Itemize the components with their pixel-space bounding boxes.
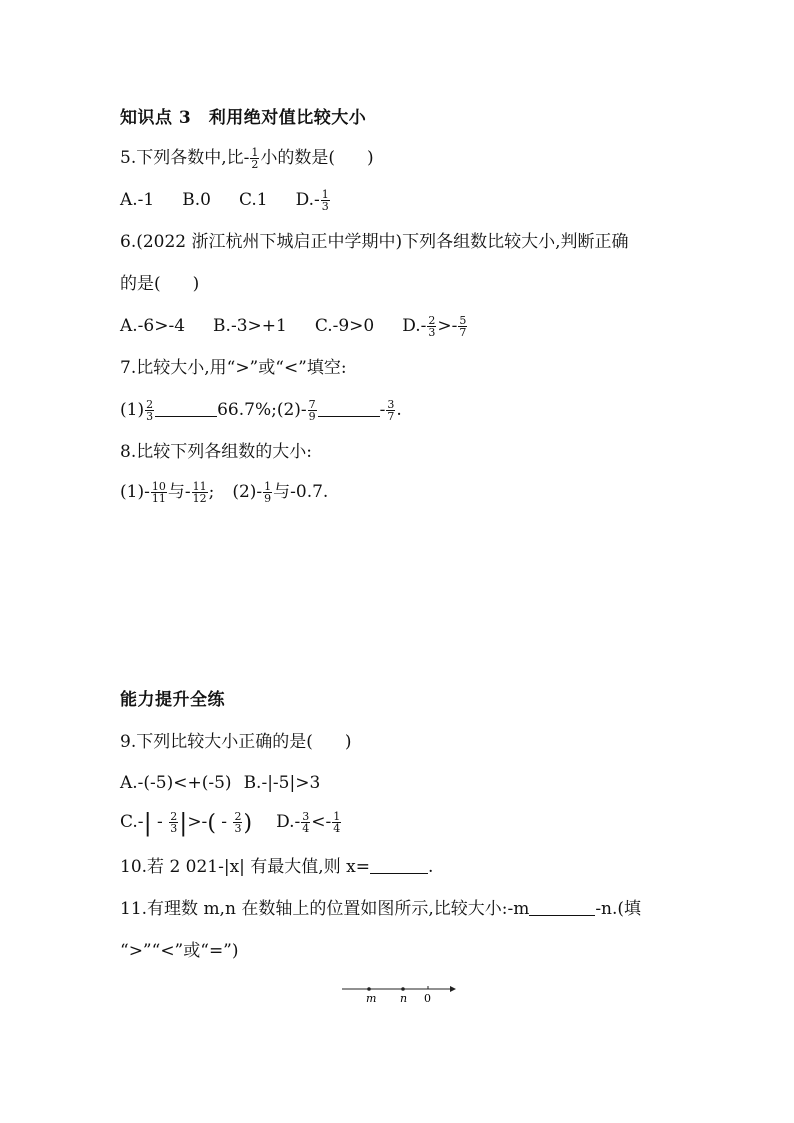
- label-n: n: [400, 992, 408, 1005]
- q8-p1-f2-den: 12: [192, 492, 207, 505]
- q7-part2-fraction-1: [308, 399, 317, 422]
- q9-d-f1-num: 3: [302, 810, 310, 823]
- q5-fraction: [250, 147, 259, 170]
- q11-stem-text-2: -n.(填: [595, 899, 642, 919]
- q8-part2-label: (2)-: [232, 482, 263, 502]
- section-heading-knowledge-point-3: 知识点 3 利用绝对值比较大小: [120, 108, 367, 128]
- q6-stem-close: ): [192, 274, 200, 294]
- q9-stem-text: 9.下列比较大小正确的是(: [120, 732, 313, 752]
- question-9-stem: [120, 730, 352, 754]
- q10-answer-blank[interactable]: [370, 872, 428, 874]
- q8-part1-fraction-1: [151, 481, 167, 504]
- q8-part1-label: (1)-: [120, 482, 150, 502]
- question-11-line1: [120, 897, 641, 921]
- q5-option-b: B.0: [182, 190, 211, 210]
- q9-option-c: C.-: [120, 812, 144, 832]
- q9-d-f2-den: 4: [333, 822, 341, 835]
- label-zero: 0: [424, 992, 431, 1005]
- q9-c-f1-den: 3: [170, 822, 178, 835]
- question-9-options-ab: [120, 771, 320, 795]
- q6-d-f2-num: 5: [459, 314, 467, 327]
- q7-part1-fraction: [145, 399, 154, 422]
- question-5-options: [120, 188, 331, 212]
- q7-p2-f1-den: 9: [308, 410, 316, 423]
- q7-part1-after: 66.7%;(2)-: [217, 400, 307, 420]
- q6-d-f1-den: 3: [428, 326, 436, 339]
- q7-p2-f2-num: 3: [387, 398, 395, 411]
- q8-part2-end: 与-0.7.: [273, 482, 329, 502]
- q6-option-d-fraction-1: [427, 315, 436, 338]
- question-6-stem-line2: [120, 272, 199, 296]
- q9-option-c-rparen: ): [243, 811, 253, 836]
- q9-d-f2-num: 1: [333, 810, 341, 823]
- q6-stem-text: 的是(: [120, 274, 161, 294]
- q9-option-c-minus: -: [151, 812, 169, 832]
- point-n: [401, 987, 405, 991]
- q9-c-f2-num: 2: [234, 810, 242, 823]
- q7-part1-blank[interactable]: [155, 415, 217, 417]
- q7-part2-fraction-2: [386, 399, 395, 422]
- q8-part1-fraction-2: [192, 481, 208, 504]
- question-8-parts: [120, 480, 328, 504]
- q9-stem-close: ): [344, 732, 352, 752]
- question-7-parts: [120, 398, 402, 422]
- q10-end: .: [427, 857, 434, 877]
- q5-opt-d-den: 3: [321, 200, 329, 213]
- q6-option-d-compare: >-: [437, 316, 458, 336]
- q9-option-d-fraction-1: [301, 811, 310, 834]
- q9-option-c-compare: >-: [187, 812, 208, 832]
- q6-option-b: B.-3>+1: [213, 316, 287, 336]
- number-line-figure: [340, 978, 460, 1008]
- q11-answer-blank[interactable]: [529, 914, 595, 916]
- number-line-arrow-icon: [450, 986, 456, 992]
- q8-p1-f1-den: 11: [151, 492, 166, 505]
- q9-option-c-fraction-1: [169, 811, 178, 834]
- q9-c-f2-den: 3: [234, 822, 242, 835]
- question-5-stem: [120, 146, 374, 170]
- q7-p2-f1-num: 7: [308, 398, 316, 411]
- q8-p2-den: 9: [264, 492, 272, 505]
- q5-frac-numerator: 1: [251, 146, 259, 159]
- q6-d-f1-num: 2: [428, 314, 436, 327]
- q9-option-c-lparen: (: [207, 811, 216, 836]
- q9-option-c-minus-2: -: [215, 812, 233, 832]
- q9-option-d-fraction-2: [332, 811, 341, 834]
- q5-option-a: A.-1: [120, 190, 155, 210]
- q5-option-d: D.-: [295, 190, 320, 210]
- q7-p1-num: 2: [146, 398, 154, 411]
- q6-option-c: C.-9>0: [314, 316, 375, 336]
- q5-option-c: C.1: [238, 190, 268, 210]
- question-8-stem: 8.比较下列各组数的大小:: [120, 442, 312, 462]
- question-10: [120, 855, 433, 879]
- q5-opt-d-num: 1: [321, 188, 329, 201]
- q9-c-f1-num: 2: [170, 810, 178, 823]
- q7-part2-blank[interactable]: [318, 415, 380, 417]
- question-6-stem-line1: 6.(2022 浙江杭州下城启正中学期中)下列各组数比较大小,判断正确: [120, 232, 629, 252]
- question-6-options: [120, 314, 468, 338]
- q6-option-d-fraction-2: [458, 315, 467, 338]
- q5-stem-text: 5.下列各数中,比-: [120, 148, 250, 168]
- q7-part1-label: (1): [120, 400, 145, 420]
- q9-option-c-abs-left: |: [143, 809, 152, 837]
- q8-part1-and: 与-: [167, 482, 191, 502]
- q10-stem-text: 10.若 2 021-|x| 有最大值,则 x=: [120, 857, 370, 877]
- q5-option-d-fraction: [321, 189, 330, 212]
- q6-d-f2-den: 7: [459, 326, 467, 339]
- q7-part2-end: .: [396, 400, 402, 420]
- q5-stem-close: ): [367, 148, 374, 168]
- section-heading-ability-practice: 能力提升全练: [120, 690, 225, 710]
- q9-option-b: B.-|-5|>3: [243, 773, 321, 793]
- q8-part1-end: ;: [208, 482, 215, 502]
- q11-stem-text: 11.有理数 m,n 在数轴上的位置如图所示,比较大小:-m: [120, 899, 530, 919]
- q7-p2-f2-den: 7: [387, 410, 395, 423]
- q9-option-c-abs-right: |: [179, 809, 188, 837]
- q8-p2-num: 1: [264, 480, 272, 493]
- q9-option-a: A.-(-5)<+(-5): [120, 773, 232, 793]
- q5-stem-text-2: 小的数是(: [260, 148, 336, 168]
- q8-p1-f2-num: 11: [192, 480, 207, 493]
- question-7-stem: 7.比较大小,用“>”或“<”填空:: [120, 358, 347, 378]
- question-9-options-cd: [120, 810, 342, 836]
- q9-d-f1-den: 4: [302, 822, 310, 835]
- q9-option-d-compare: <-: [311, 812, 332, 832]
- q6-option-a: A.-6>-4: [120, 316, 186, 336]
- point-m: [367, 987, 371, 991]
- q9-option-d: D.-: [276, 812, 301, 832]
- q7-part2-minus: -: [379, 400, 386, 420]
- q5-frac-denominator: 2: [251, 158, 259, 171]
- q6-option-d: D.-: [402, 316, 427, 336]
- q8-p1-f1-num: 10: [151, 480, 166, 493]
- q9-option-c-fraction-2: [233, 811, 242, 834]
- q8-part2-fraction: [263, 481, 272, 504]
- q7-p1-den: 3: [146, 410, 154, 423]
- question-11-line2: “>”“<”或“=”): [120, 941, 239, 961]
- label-m: m: [366, 992, 377, 1005]
